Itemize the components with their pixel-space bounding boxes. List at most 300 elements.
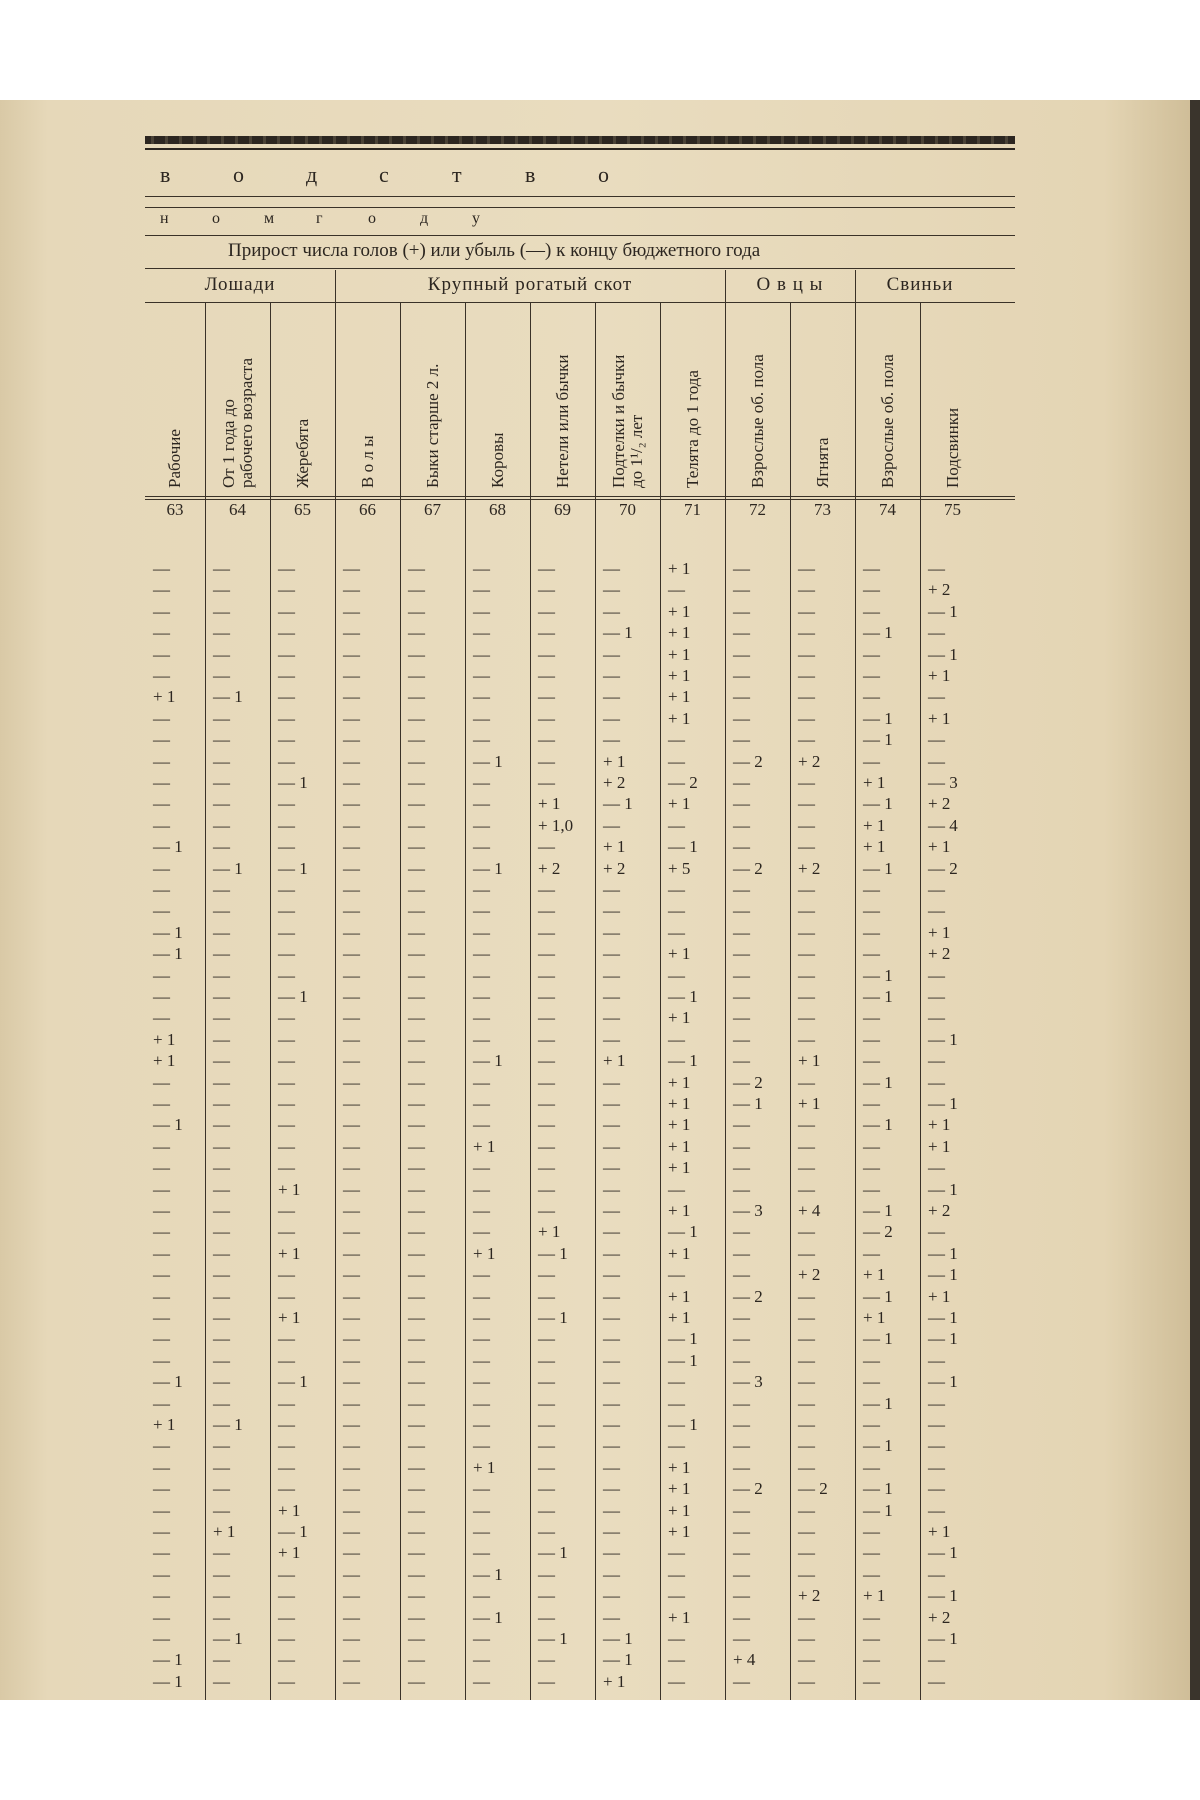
table-cell: + 1 (798, 1094, 821, 1113)
table-cell: — (473, 837, 490, 857)
table-cell: — (408, 1308, 425, 1327)
table-cell: + 1 (153, 1029, 176, 1049)
column-divider (400, 302, 401, 1700)
table-cell: + 1 (928, 1115, 951, 1135)
table-cell: — (343, 837, 360, 857)
column-number: 75 (944, 500, 961, 519)
table-cell: — (863, 1629, 880, 1648)
table-cell: — (538, 901, 555, 921)
table-cell: — (343, 1265, 360, 1285)
table-cell: — (538, 773, 555, 792)
column-number: 64 (229, 500, 246, 519)
table-cell: — (733, 1436, 750, 1456)
table-cell: — (408, 1607, 425, 1627)
table-cell: — (538, 922, 555, 942)
table-cell: — (408, 794, 425, 814)
table-cell: — (603, 965, 620, 985)
table-cell: — (603, 944, 620, 964)
table-cell: — (668, 1586, 685, 1606)
table-cell: — (538, 1072, 555, 1092)
table-cell: — (408, 1543, 425, 1563)
table-cell: — (213, 1543, 230, 1563)
column-divider (465, 302, 466, 1700)
title-letter: д (306, 162, 318, 187)
title-letter: о (233, 162, 244, 187)
table-cell: — (603, 687, 620, 707)
table-cell: — (213, 751, 230, 771)
table-cell: + 1 (278, 1179, 301, 1199)
table-cell: — (278, 751, 295, 771)
table-cell: — (213, 1029, 230, 1049)
column-number: 66 (359, 500, 376, 519)
table-cell: — (408, 730, 425, 750)
table-cell: — 1 (153, 1671, 183, 1691)
table-cell: — 1 (473, 1607, 503, 1627)
table-cell: + 2 (928, 944, 951, 964)
table-cell: — (603, 1479, 620, 1499)
table-cell: — (213, 1564, 230, 1584)
table-cell: — (928, 1415, 945, 1434)
table-cell: — (798, 1179, 815, 1199)
table-cell: — (603, 1115, 620, 1135)
table-cell: — (153, 1629, 170, 1648)
table-cell: — (928, 559, 945, 578)
table-cell: — (863, 1094, 880, 1113)
table-cell: — (733, 1115, 750, 1135)
table-cell: — (928, 1008, 945, 1028)
table-cell: + 2 (603, 858, 626, 878)
table-cell: — 2 (733, 1072, 763, 1092)
table-cell: — 1 (928, 1586, 958, 1606)
table-cell: + 2 (798, 858, 821, 878)
table-cell: — (668, 1650, 685, 1670)
table-cell: — (213, 666, 230, 685)
table-cell: — (668, 922, 685, 942)
table-cell: — (278, 1564, 295, 1584)
table-cell: — 3 (733, 1201, 763, 1220)
table-cell: — 3 (733, 1372, 763, 1392)
table-cell: — (863, 580, 880, 600)
table-cell: — (733, 1629, 750, 1648)
table-cell: — 1 (863, 708, 893, 728)
table-cell: — (343, 1051, 360, 1071)
table-cell: — (733, 1671, 750, 1691)
table-cell: — (863, 901, 880, 921)
title-letter: н (160, 210, 169, 227)
table-cell: — (213, 1479, 230, 1499)
table-cell: — (213, 987, 230, 1006)
table-cell: — (343, 1436, 360, 1456)
table-cell: — (928, 1222, 945, 1242)
table-cell: — (668, 815, 685, 835)
book-page (0, 100, 1200, 1700)
table-cell: — (603, 1393, 620, 1413)
column-number: 65 (294, 500, 311, 519)
table-cell: — (213, 730, 230, 750)
table-cell: — (343, 794, 360, 814)
table-cell: — (603, 559, 620, 578)
table-cell: — 2 (733, 1479, 763, 1499)
column-header-label: От 1 года до рабочего возраста (218, 357, 256, 488)
table-cell: — (863, 1457, 880, 1477)
column-divider (725, 270, 726, 1700)
table-cell: + 1 (153, 1415, 176, 1434)
table-cell: — 1 (603, 794, 633, 814)
title-letter: о (368, 210, 376, 227)
table-cell: — (603, 1586, 620, 1606)
table-cell: — (733, 730, 750, 750)
table-cell: — (603, 815, 620, 835)
table-cell: — (668, 1265, 685, 1285)
table-cell: — (863, 1607, 880, 1627)
table-cell: — (733, 922, 750, 942)
rule (145, 207, 1015, 208)
table-cell: — (213, 1650, 230, 1670)
table-cell: — (603, 1072, 620, 1092)
table-cell: — (473, 666, 490, 685)
table-cell: — (798, 1072, 815, 1092)
table-cell: — (408, 623, 425, 643)
table-cell: — 1 (668, 1350, 698, 1370)
table-cell: — (798, 965, 815, 985)
table-cell: — (153, 1586, 170, 1606)
table-cell: — (603, 1094, 620, 1113)
table-cell: — (798, 1543, 815, 1563)
table-cell: — 1 (538, 1629, 568, 1648)
table-cell: — (343, 623, 360, 643)
table-cell: — (538, 644, 555, 664)
table-cell: — (863, 1350, 880, 1370)
table-cell: — (343, 1586, 360, 1606)
table-cell: — (538, 751, 555, 771)
table-cell: + 1 (928, 666, 951, 685)
table-cell: — (278, 922, 295, 942)
table-cell: — 1 (928, 644, 958, 664)
table-cell: — (798, 559, 815, 578)
table-cell: + 1 (928, 922, 951, 942)
table-cell: — (538, 1158, 555, 1178)
table-cell: + 1 (603, 751, 626, 771)
table-cell: — (343, 1564, 360, 1584)
column-header-label: Рабочие (165, 429, 184, 488)
table-cell: — (603, 1543, 620, 1563)
table-cell: — (343, 1308, 360, 1327)
table-cell: — (863, 1008, 880, 1028)
table-cell: — (863, 1564, 880, 1584)
table-cell: — (733, 1308, 750, 1327)
column-divider (855, 270, 856, 1700)
table-cell: — (863, 1415, 880, 1434)
title-letter: м (264, 210, 275, 227)
table-cell: — (798, 1522, 815, 1541)
table-cell: — (733, 1222, 750, 1242)
table-cell: — (668, 730, 685, 750)
table-cell: — 1 (928, 1329, 958, 1349)
column-header-label: Подтелки и бычки до 1¹/₂ лет (608, 354, 646, 488)
table-cell: — (408, 751, 425, 771)
table-cell: + 1 (668, 1500, 691, 1520)
column-number: 73 (814, 500, 831, 519)
table-cell: — (733, 1265, 750, 1285)
table-cell: — (278, 1629, 295, 1648)
table-cell: — (538, 1500, 555, 1520)
table-cell: — (733, 1586, 750, 1606)
table-cell: — (798, 1329, 815, 1349)
table-cell: — (278, 880, 295, 899)
table-cell: — (473, 944, 490, 964)
table-cell: — (603, 1308, 620, 1327)
table-cell: — (863, 666, 880, 685)
table-cell: — (473, 1222, 490, 1242)
column-header-label: Коровы (487, 432, 507, 488)
table-cell: + 1 (668, 601, 691, 621)
table-cell: — (343, 559, 360, 578)
table-cell: — (278, 1265, 295, 1285)
table-cell: — (798, 1158, 815, 1178)
table-cell: — (213, 1393, 230, 1413)
table-cell: — (278, 1393, 295, 1413)
table-cell: — (928, 1457, 945, 1477)
table-cell: — (603, 1286, 620, 1306)
table-cell: + 1 (668, 1607, 691, 1627)
table-cell: + 1 (668, 1522, 691, 1541)
table-cell: — (213, 1607, 230, 1627)
table-cell: — (538, 1671, 555, 1691)
table-cell: — (798, 837, 815, 857)
table-cell: + 1 (213, 1522, 236, 1541)
table-cell: — (798, 644, 815, 664)
table-cell: + 1 (538, 794, 561, 814)
table-cell: — (603, 1457, 620, 1477)
table-cell: — (408, 1457, 425, 1477)
rule (145, 235, 1015, 236)
table-cell: — (213, 1286, 230, 1306)
table-cell: + 2 (928, 1607, 951, 1627)
table-cell: — (343, 1329, 360, 1349)
table-cell: — (343, 644, 360, 664)
table-cell: — (538, 1029, 555, 1049)
table-cell: — (408, 687, 425, 707)
table-cell: — (603, 730, 620, 750)
page-edge-right (1190, 100, 1200, 1700)
column-divider (660, 302, 661, 1700)
table-cell: — (153, 580, 170, 600)
table-cell: — 2 (733, 1286, 763, 1306)
table-cell: — (408, 1201, 425, 1220)
table-cell: — (343, 1222, 360, 1242)
column-number: 72 (749, 500, 766, 519)
table-cell: — (928, 1436, 945, 1456)
table-cell: — (473, 644, 490, 664)
table-cell: — (153, 666, 170, 685)
table-cell: — 1 (603, 1650, 633, 1670)
table-cell: — (343, 1372, 360, 1392)
table-cell: — (213, 837, 230, 857)
table-cell: — 1 (668, 1222, 698, 1242)
group-header: Свиньи (886, 274, 954, 295)
table-cell: — (408, 580, 425, 600)
table-cell: + 1 (928, 708, 951, 728)
column-divider (530, 302, 531, 1700)
table-cell: — (153, 730, 170, 750)
table-cell: — (798, 901, 815, 921)
table-cell: — (408, 1072, 425, 1092)
table-cell: — 1 (668, 987, 698, 1006)
table-cell: + 1 (668, 687, 691, 707)
column-header-label: Жеребята (292, 418, 312, 488)
table-cell: — (798, 730, 815, 750)
table-cell: — 1 (153, 922, 183, 942)
table-cell: — (408, 1629, 425, 1648)
table-cell: — (538, 559, 555, 578)
table-cell: — (408, 987, 425, 1006)
table-cell: + 2 (538, 858, 561, 878)
table-cell: — (733, 687, 750, 707)
table-cell: — (473, 623, 490, 643)
title-letter: о (212, 210, 220, 227)
table-cell: — (538, 1393, 555, 1413)
table-cell: — (733, 1029, 750, 1049)
table-cell: + 1 (668, 1094, 691, 1113)
table-cell: — (538, 708, 555, 728)
table-cell: — (733, 1564, 750, 1584)
table-cell: — (153, 1500, 170, 1520)
table-cell: — (798, 1115, 815, 1135)
table-cell: — (153, 1072, 170, 1092)
table-cell: — (473, 1350, 490, 1370)
table-cell: — (928, 1650, 945, 1670)
table-cell: — 1 (473, 1051, 503, 1071)
table-cell: — (473, 1671, 490, 1691)
table-cell: — (538, 880, 555, 899)
table-cell: — 1 (863, 965, 893, 985)
table-cell: — (343, 687, 360, 707)
table-cell: — (408, 1179, 425, 1199)
table-cell: — (278, 1008, 295, 1028)
table-cell: — (538, 1115, 555, 1135)
table-cell: — (473, 601, 490, 621)
table-cell: — (668, 1029, 685, 1049)
table-cell: — (538, 623, 555, 643)
table-cell: — (798, 944, 815, 964)
table-cell: + 1 (153, 687, 176, 707)
table-cell: — 1 (278, 987, 308, 1006)
table-cell: — (538, 1094, 555, 1113)
table-cell: — (798, 687, 815, 707)
table-cell: — (278, 559, 295, 578)
table-cell: — (798, 1564, 815, 1584)
table-cell: — (733, 580, 750, 600)
table-cell: — (538, 1607, 555, 1627)
table-cell: — (538, 1008, 555, 1028)
table-cell: — 1 (928, 1629, 958, 1648)
group-header: Крупный рогатый скот (427, 274, 633, 295)
table-cell: — (213, 708, 230, 728)
table-cell: — (798, 815, 815, 835)
table-cell: — (343, 965, 360, 985)
table-cell: — (473, 1415, 490, 1434)
column-number: 71 (684, 500, 701, 519)
table-subtitle: Прирост числа голов (+) или убыль (—) к концу бюджетного года (228, 240, 761, 261)
table-cell: — (343, 1393, 360, 1413)
table-cell: — (408, 1094, 425, 1113)
table-cell: — (213, 644, 230, 664)
table-cell: — (733, 559, 750, 578)
table-cell: — 1 (538, 1243, 568, 1263)
table-cell: — (408, 666, 425, 685)
table-cell: — (733, 1500, 750, 1520)
table-cell: + 2 (798, 1586, 821, 1606)
table-cell: — 1 (928, 1029, 958, 1049)
table-cell: — (343, 1201, 360, 1220)
table-cell: — (213, 773, 230, 792)
table-cell: — (153, 794, 170, 814)
table-cell: — (278, 794, 295, 814)
table-cell: — (603, 1008, 620, 1028)
table-cell: — (408, 1415, 425, 1434)
table-cell: — 2 (928, 858, 958, 878)
table-cell: — (153, 1393, 170, 1413)
table-cell: + 1 (668, 559, 691, 578)
table-cell: — (213, 1500, 230, 1520)
table-cell: — 1 (863, 794, 893, 814)
table-cell: — 1 (213, 1415, 243, 1434)
table-cell: — (733, 1607, 750, 1627)
table-cell: — (733, 773, 750, 792)
table-cell: — (278, 815, 295, 835)
table-cell: — 1 (928, 1179, 958, 1199)
table-cell: — (473, 1265, 490, 1285)
table-cell: — (278, 1051, 295, 1071)
table-cell: + 1 (928, 1136, 951, 1156)
table-cell: — (603, 601, 620, 621)
table-cell: — (473, 1522, 490, 1541)
table-cell: — (733, 901, 750, 921)
table-cell: — (928, 901, 945, 921)
table-cell: + 1 (668, 1308, 691, 1327)
table-cell: — (798, 1008, 815, 1028)
table-cell: — (408, 1372, 425, 1392)
table-cell: — (603, 1179, 620, 1199)
table-cell: — (278, 1072, 295, 1092)
table-cell: — (863, 944, 880, 964)
table-cell: — (278, 1607, 295, 1627)
table-cell: — (603, 1372, 620, 1392)
column-header-label: Взрослые об. пола (747, 354, 767, 488)
table-cell: — (343, 751, 360, 771)
table-cell: — (733, 815, 750, 835)
table-cell: — (343, 1286, 360, 1306)
table-cell: — (408, 644, 425, 664)
table-cell: + 1 (668, 1201, 691, 1220)
table-cell: — (278, 837, 295, 857)
table-cell: — (213, 1094, 230, 1113)
table-cell: — (863, 1051, 880, 1071)
table-cell: — (863, 1179, 880, 1199)
table-cell: + 2 (798, 751, 821, 771)
table-cell: — (408, 858, 425, 878)
table-cell: — (863, 1029, 880, 1049)
table-cell: — (863, 751, 880, 771)
table-cell: — (798, 1372, 815, 1392)
table-cell: — 1 (863, 623, 893, 643)
table-cell: — (473, 922, 490, 942)
table-cell: — (928, 880, 945, 899)
table-cell: — (798, 601, 815, 621)
table-cell: — (408, 880, 425, 899)
table-cell: — 1 (603, 623, 633, 643)
group-header: Лошади (204, 274, 276, 295)
